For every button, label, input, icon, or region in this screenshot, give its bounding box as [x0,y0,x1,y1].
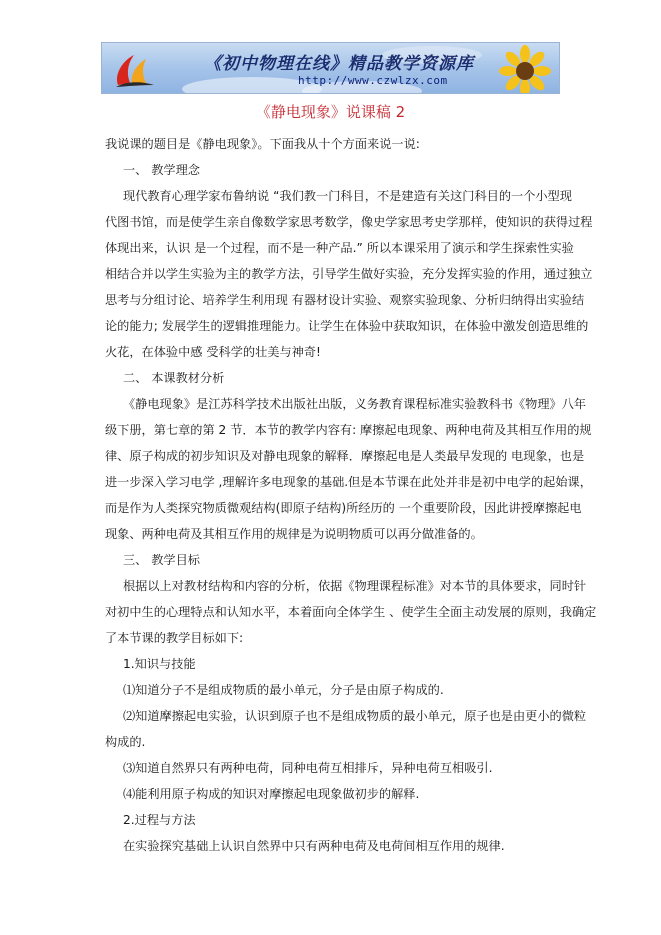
paragraph-line: 《静电现象》是江苏科学技术出版社出版，义务教育课程标准实验教科书《物理》八年 [123,397,587,411]
paragraph-line: 根据以上对教材结构和内容的分析，依据《物理课程标准》对本节的具体要求，同时针 [123,579,587,593]
paragraph-line: 体现出来，认识 是一个过程，而不是一种产品.” 所以本课采用了演示和学生探索性实验 [105,241,574,255]
paragraph-line: 相结合并以学生实验为主的教学方法，引导学生做好实验，充分发挥实验的作用，通过独立 [105,267,593,281]
list-item: ⑴知道分子不是组成物质的最小单元，分子是由原子构成的. [123,683,444,697]
paragraph-line: 思考与分组讨论、培养学生利用现 有器材设计实验、观察实验现象、分析归纳得出实验结 [105,293,585,307]
banner-url: http://www.czwlzx.com [298,74,448,87]
site-logo-icon [112,49,158,89]
paragraph-line: 律、原子构成的初步知识及对静电现象的解释．摩擦起电是人类最早发现的 电现象，也是 [105,449,585,463]
paragraph-line: 论的能力; 发展学生的逻辑推理能力。让学生在体验中获取知识，在体验中激发创造思维的 [105,319,589,333]
paragraph-line: 现代教育心理学家布鲁纳说 “我们教一门科目，不是建造有关这门科目的一个小型现 [123,189,572,203]
section-heading-textbook-analysis: 二、 本课教材分析 [123,371,225,385]
paragraph-line: 代图书馆，而是使学生亲自像数学家思考数学，像史学家思考史学那样，使知识的获得过程 [105,215,593,229]
paragraph-line: 进一步深入学习电学 ,理解许多电现象的基础.但是本节课在此处并非是初中电学的起始课， [105,475,592,489]
list-item: ⑷能利用原子构成的知识对摩擦起电现象做初步的解释. [123,787,420,801]
paragraph-line: 现象、两种电荷及其相互作用的规律是为说明物质可以再分做准备的。 [105,527,483,541]
paragraph-line: 在实验探究基础上认识自然界中只有两种电荷及电荷间相互作用的规律. [123,839,505,853]
paragraph-line: 火花，在体验中感 受科学的壮美与神奇! [105,345,321,359]
banner-title: 《初中物理在线》精品教学资源库 [204,54,474,74]
document-title: 《静电现象》说课稿 2 [255,103,406,121]
list-item-continuation: 构成的. [105,735,146,749]
paragraph-line: 了本节课的教学目标如下: [105,631,244,645]
paragraph-line: 而是作为人类探究物质微观结构(即原子结构)所经历的 一个重要阶段，因此讲授摩擦起电 [105,501,582,515]
paragraph-line: 级下册，第七章的第 2 节．本节的教学内容有: 摩擦起电现象、两种电荷及其相互作用的规 [105,423,592,437]
paragraph-line: 对初中生的心理特点和认知水平，本着面向全体学生 、使学生全面主动发展的原则，我确定 [105,605,597,619]
list-item: ⑶知道自然界只有两种电荷，同种电荷互相排斥，异种电荷互相吸引. [123,761,493,775]
intro-line: 我说课的题目是《静电现象》。下面我从十个方面来说一说: [105,137,420,151]
subheading-process-method: 2.过程与方法 [123,813,196,827]
list-item: ⑵知道摩擦起电实验，认识到原子也不是组成物质的最小单元，原子也是由更小的微粒 [123,709,587,723]
site-banner [101,42,560,94]
subheading-knowledge-skills: 1.知识与技能 [123,657,196,671]
sunflower-icon [495,45,555,94]
section-heading-teaching-goals: 三、 教学目标 [123,553,200,567]
section-heading-teaching-concept: 一、 教学理念 [123,163,200,177]
